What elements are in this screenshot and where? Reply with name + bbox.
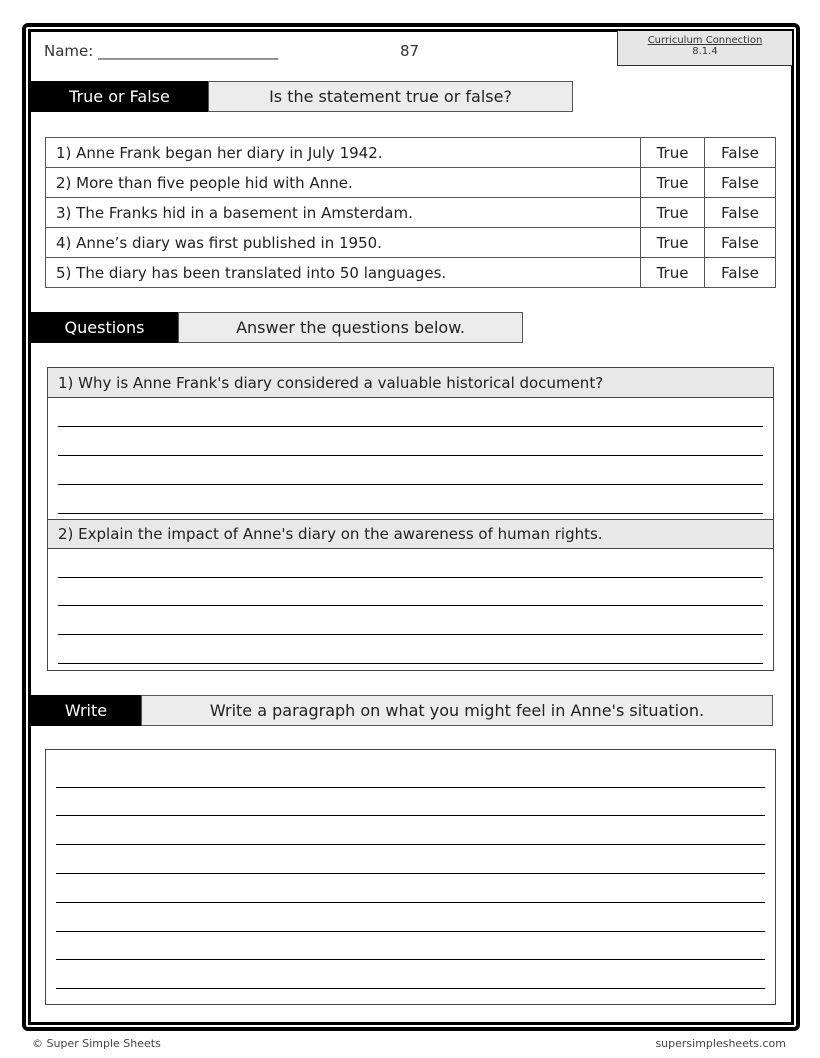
answer-line[interactable] (58, 484, 763, 485)
answer-area-1[interactable] (48, 398, 773, 519)
answer-line[interactable] (58, 426, 763, 427)
writing-line[interactable] (56, 844, 765, 845)
write-area[interactable] (45, 749, 776, 1005)
write-header (31, 695, 773, 726)
writing-line[interactable] (56, 931, 765, 932)
curriculum-title: Curriculum Connection (647, 35, 763, 46)
table-row (46, 228, 776, 258)
true-false-header (31, 81, 573, 112)
question-prompt-2: 2) Explain the impact of Anne's diary on the awareness of human rights. (48, 519, 773, 549)
questions-header (31, 312, 523, 343)
writing-line[interactable] (56, 815, 765, 816)
statement: 1) Anne Frank began her diary in July 1942. (46, 138, 641, 168)
statement: 2) More than five people hid with Anne. (46, 168, 641, 198)
writing-line[interactable] (56, 959, 765, 960)
answer-area-2[interactable] (48, 549, 773, 670)
name-field[interactable]: Name: ________________________ (44, 42, 279, 60)
curriculum-connection-box (617, 31, 792, 66)
statement: 4) Anne’s diary was first published in 1950. (46, 228, 641, 258)
true-false-instruction: Is the statement true or false? (208, 81, 573, 112)
writing-line[interactable] (56, 988, 765, 989)
questions-box (47, 367, 774, 671)
true-option[interactable]: True (641, 168, 705, 198)
writing-line[interactable] (56, 787, 765, 788)
write-tab: Write (31, 695, 141, 726)
true-false-table (45, 137, 776, 288)
answer-line[interactable] (58, 513, 763, 514)
answer-line[interactable] (58, 605, 763, 606)
writing-line[interactable] (56, 902, 765, 903)
false-option[interactable]: False (705, 168, 776, 198)
statement: 3) The Franks hid in a basement in Amsterdam. (46, 198, 641, 228)
statement: 5) The diary has been translated into 50 languages. (46, 258, 641, 288)
true-option[interactable]: True (641, 138, 705, 168)
copyright-text: © Super Simple Sheets (32, 1037, 161, 1050)
answer-line[interactable] (58, 455, 763, 456)
writing-line[interactable] (56, 873, 765, 874)
page-number: 87 (400, 42, 420, 60)
true-false-tab: True or False (31, 81, 208, 112)
table-row (46, 198, 776, 228)
curriculum-code: 8.1.4 (692, 46, 718, 57)
false-option[interactable]: False (705, 138, 776, 168)
true-option[interactable]: True (641, 258, 705, 288)
false-option[interactable]: False (705, 198, 776, 228)
true-option[interactable]: True (641, 228, 705, 258)
write-instruction: Write a paragraph on what you might feel in Anne's situation. (141, 695, 773, 726)
answer-line[interactable] (58, 634, 763, 635)
table-row (46, 258, 776, 288)
table-row (46, 138, 776, 168)
question-prompt-1: 1) Why is Anne Frank's diary considered a valuable historical document? (48, 368, 773, 398)
questions-tab: Questions (31, 312, 178, 343)
true-option[interactable]: True (641, 198, 705, 228)
false-option[interactable]: False (705, 228, 776, 258)
website-link[interactable]: supersimplesheets.com (655, 1037, 786, 1050)
answer-line[interactable] (58, 577, 763, 578)
table-row (46, 168, 776, 198)
answer-line[interactable] (58, 663, 763, 664)
false-option[interactable]: False (705, 258, 776, 288)
questions-instruction: Answer the questions below. (178, 312, 523, 343)
